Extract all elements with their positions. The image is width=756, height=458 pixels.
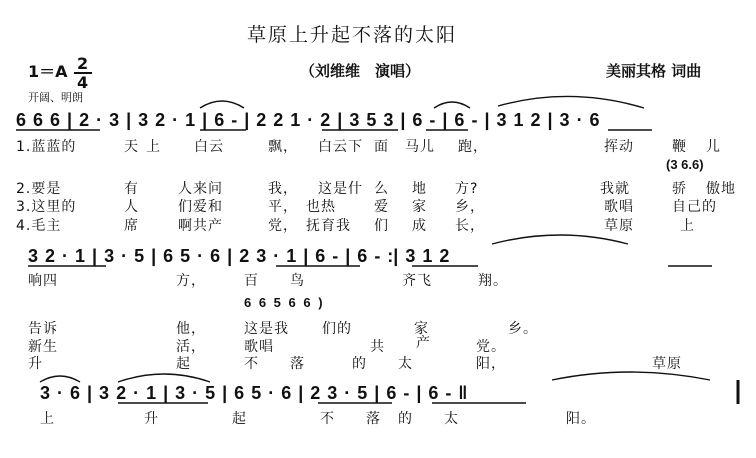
notation-row-2: 3 2 · 1 | 3 · 5 | 6 5 · 6 | 2 3 · 1 | 6 - | 6 - :| 3 1 2: [28, 246, 450, 266]
alternate-part-2: 6 6 5 6 6 ): [244, 295, 323, 310]
lyric-row-4-g: 太: [444, 411, 459, 427]
lyric-verse-1-l: 儿: [706, 139, 721, 155]
time-signature-denominator: 4: [77, 73, 89, 92]
lyric-verse-2-j: 骄: [672, 181, 687, 197]
lyric-verse-4-i: 草原: [604, 218, 634, 234]
song-title: 草原上升起不落的太阳: [247, 24, 458, 46]
lyric-row-2-a: 响四: [28, 273, 58, 289]
time-signature-numerator: 2: [77, 54, 89, 73]
lyric-verse-3-c: 们爱和: [178, 199, 223, 215]
lyric-row-2-d: 鸟: [290, 273, 305, 289]
notation-row-4: 3 · 6 | 3 2 · 1 | 3 · 5 | 6 5 · 6 | 2 3 · 5 | 6 - | 6 - ‖: [40, 383, 468, 403]
lyric-row-3a-a: 告诉: [28, 321, 58, 337]
lyric-verse-1-g: 面: [374, 139, 389, 155]
lyric-verse-4-e: 抚育我: [306, 218, 351, 234]
lyric-row-2-b: 方，: [176, 273, 206, 289]
lyric-verse-3-d: 平，: [268, 199, 298, 215]
lyric-row-3c-e: 的: [352, 356, 367, 372]
lyric-verse-3-e: 也热: [306, 199, 336, 215]
lyric-verse-3-h: 乡，: [455, 199, 485, 215]
lyric-verse-1-e: 飘，: [268, 139, 298, 155]
lyric-row-3c-c: 不: [244, 356, 259, 372]
lyric-row-4-e: 落: [366, 411, 381, 427]
lyric-row-3a-d: 们的: [322, 321, 352, 337]
lyric-row-3a-b: 他，: [176, 321, 206, 337]
lyric-verse-2-d: 我，: [268, 181, 298, 197]
performer-credit: （刘维维 演唱）: [300, 62, 421, 80]
composer-credit: 美丽其格 词曲: [606, 62, 702, 80]
lyric-verse-3-i: 歌唱: [604, 199, 634, 215]
lyric-verse-2-i: 我就: [600, 181, 630, 197]
lyric-verse-1-a: 1.蓝蓝的: [16, 139, 77, 155]
lyric-verse-2-b: 有: [124, 181, 139, 197]
lyric-row-4-h: 阳。: [566, 411, 596, 427]
lyric-verse-2-e: 这是什: [318, 181, 363, 197]
lyric-verse-1-i: 跑，: [458, 139, 488, 155]
lyric-row-3c-h: 草原: [652, 356, 682, 372]
lyric-verse-2-c: 人来问: [178, 181, 223, 197]
notation-row-1: 6 6 6 | 2 · 3 | 3 2 · 1 | 6 - | 2 2 1 · 2 | 3 5 3 | 6 - | 6 - | 3 1 2 | 3 · 6: [16, 110, 600, 130]
lyric-row-4-d: 不: [320, 411, 335, 427]
lyric-verse-2-g: 地: [412, 181, 427, 197]
lyric-row-4-f: 的: [398, 411, 413, 427]
lyric-verse-3-g: 家: [412, 199, 427, 215]
lyric-row-3b-f: 党。: [476, 339, 506, 355]
lyric-verse-3-b: 人: [124, 199, 139, 215]
lyric-verse-3-f: 爱: [374, 199, 389, 215]
lyric-verse-2-a: 2.要是: [16, 181, 62, 197]
lyric-verse-4-b: 席: [124, 218, 139, 234]
lyric-verse-1-h: 马儿: [405, 139, 435, 155]
lyric-row-3c-g: 阳，: [476, 356, 506, 372]
lyric-row-3b-c: 歌唱: [244, 339, 274, 355]
lyric-verse-4-j: 上: [680, 218, 695, 234]
lyric-row-3a-e: 家: [414, 321, 429, 337]
lyric-verse-3-j: 自己的: [672, 199, 717, 215]
lyric-verse-4-d: 党，: [268, 218, 298, 234]
lyric-row-3c-b: 起: [176, 356, 191, 372]
lyric-verse-4-c: 啊共产: [178, 218, 223, 234]
lyric-row-2-e: 齐飞: [402, 273, 432, 289]
lyric-verse-2-h: 方?: [455, 181, 479, 197]
lyric-verse-1-j: 挥动: [604, 139, 634, 155]
lyric-row-2-c: 百: [244, 273, 259, 289]
lyric-verse-1-d: 白云: [194, 139, 224, 155]
lyric-row-3b-b: 活，: [176, 339, 206, 355]
lyric-row-3b-a: 新生: [28, 339, 58, 355]
lyric-verse-1-f: 白云下: [318, 139, 363, 155]
lyric-verse-4-g: 成: [412, 218, 427, 234]
lyric-verse-1-b: 天: [124, 139, 139, 155]
lyric-row-3b-d: 共: [370, 339, 385, 355]
lyric-verse-1-c: 上: [146, 139, 161, 155]
lyric-row-3a-c: 这是我: [244, 321, 289, 337]
lyric-row-3a-f: 乡。: [508, 321, 538, 337]
expression-mark: 开阔、明朗: [28, 91, 83, 104]
lyric-row-3c-a: 升: [28, 356, 43, 372]
lyric-row-4-b: 升: [144, 411, 159, 427]
lyric-verse-4-h: 长，: [455, 218, 485, 234]
lyric-row-3c-f: 太: [398, 356, 413, 372]
lyric-row-4-c: 起: [232, 411, 247, 427]
lyric-verse-4-f: 们: [374, 218, 389, 234]
key-signature: 1＝A: [28, 62, 68, 81]
lyric-row-3b-e: 产: [416, 335, 431, 351]
lyric-row-3c-d: 落: [290, 356, 305, 372]
lyric-verse-4-a: 4.毛主: [16, 218, 62, 234]
lyric-verse-1-k: 鞭: [672, 139, 687, 155]
lyric-verse-2-f: 么: [374, 181, 389, 197]
lyric-row-2-f: 翔。: [478, 273, 508, 289]
alternate-part-1: (3 6.6): [666, 157, 704, 172]
lyric-row-4-a: 上: [40, 411, 55, 427]
lyric-verse-2-k: 傲地: [706, 181, 736, 197]
lyric-verse-3-a: 3.这里的: [16, 199, 77, 215]
